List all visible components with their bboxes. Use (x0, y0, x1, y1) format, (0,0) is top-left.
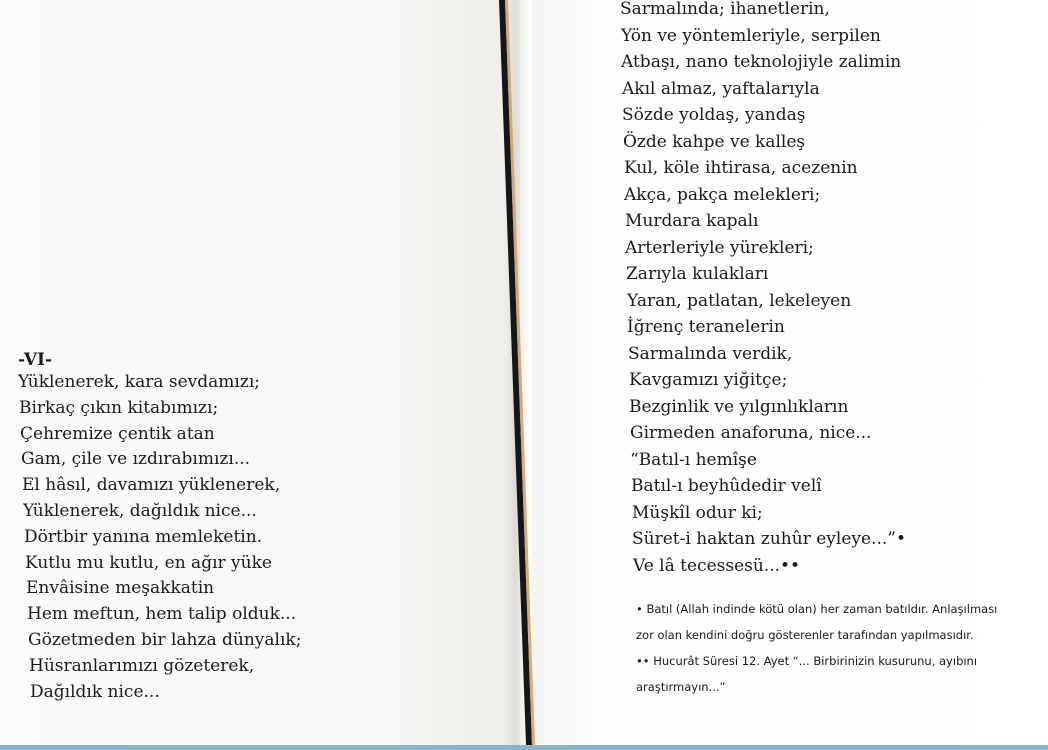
verse-line: Müşkîl odur ki; (632, 502, 763, 523)
verse-line: Kul, köle ihtirasa, acezenin (624, 158, 858, 178)
verse-line: Hüsranlarımızı gözeterek, (29, 655, 255, 676)
verse-line: Kutlu mu kutlu, en ağır yüke (25, 552, 272, 573)
bottom-scan-edge (0, 745, 1048, 750)
verse-line: Hem meftun, hem talip olduk... (27, 604, 297, 625)
verse-line: Batıl-ı beyhûdedir velî (631, 476, 822, 496)
verse-line: Bezginlik ve yılgınlıkların (629, 396, 849, 417)
footnote-line: •• Hucurât Süresi 12. Ayet “... Birbirinizin kusurunu, ayıbını (636, 654, 978, 668)
verse-line: Sözde yoldaş, yandaş (622, 105, 806, 125)
verse-line: Akça, pakça melekleri; (624, 184, 821, 205)
verse-line: Ve lâ tecessesü...•• (633, 555, 801, 576)
verse-line: Birkaç çıkın kitabımızı; (19, 397, 219, 418)
footnote-line: zor olan kendini doğru gösterenler tarafından yapılmasıdır. (636, 628, 974, 642)
verse-line: Dağıldık nice... (30, 681, 160, 702)
verse-line: Yön ve yöntemleriyle, serpilen (621, 25, 881, 46)
verse-line: Envâisine meşakkatin (26, 578, 215, 599)
verse-line: El hâsıl, davamızı yüklenerek, (22, 475, 281, 496)
verse-line: “Batıl-ı hemîşe (630, 449, 757, 470)
verse-line: Yüklenerek, dağıldık nice... (23, 500, 257, 521)
verse-line: Akıl almaz, yaftalarıyla (622, 78, 820, 99)
verse-line: Sarmalında verdik, (628, 343, 793, 364)
footnote-line: araştırmayın...” (636, 680, 726, 694)
verse-line: Murdara kapalı (625, 211, 759, 231)
book-spine (497, 0, 537, 745)
verse-line: İğrenç teranelerin (627, 317, 785, 337)
verse-line: Sarmalında; ihanetlerin, (620, 0, 830, 19)
footnote-line: • Batıl (Allah indinde kötü olan) her zaman batıldır. Anlaşılması (636, 602, 998, 616)
left-verse-block (18, 370, 301, 705)
verse-line: Atbaşı, nano teknolojiyle zalimin (621, 52, 902, 72)
left-page (0, 0, 520, 745)
verse-line: Kavgamızı yiğitçe; (629, 370, 788, 390)
right-verse-block (620, 0, 906, 579)
section-title: -VI- (18, 350, 53, 370)
verse-line: Çehremize çentik atan (20, 423, 215, 444)
verse-line: Dörtbir yanına memleketin. (24, 526, 263, 547)
verse-line: Arterleriyle yürekleri; (625, 237, 814, 258)
verse-line: Yaran, patlatan, lekeleyen (627, 290, 852, 311)
verse-line: Özde kahpe ve kalleş (623, 131, 806, 152)
verse-line: Gam, çile ve ızdırabımızı... (21, 449, 251, 470)
verse-line: Girmeden anaforuna, nice... (630, 423, 872, 443)
verse-line: Süret-i haktan zuhûr eyleye...”• (632, 529, 906, 549)
verse-line: Zarıyla kulakları (626, 264, 769, 284)
verse-line: Yüklenerek, kara sevdamızı; (18, 372, 260, 392)
footnotes (636, 596, 1046, 700)
verse-line: Gözetmeden bir lahza dünyalık; (28, 629, 302, 650)
